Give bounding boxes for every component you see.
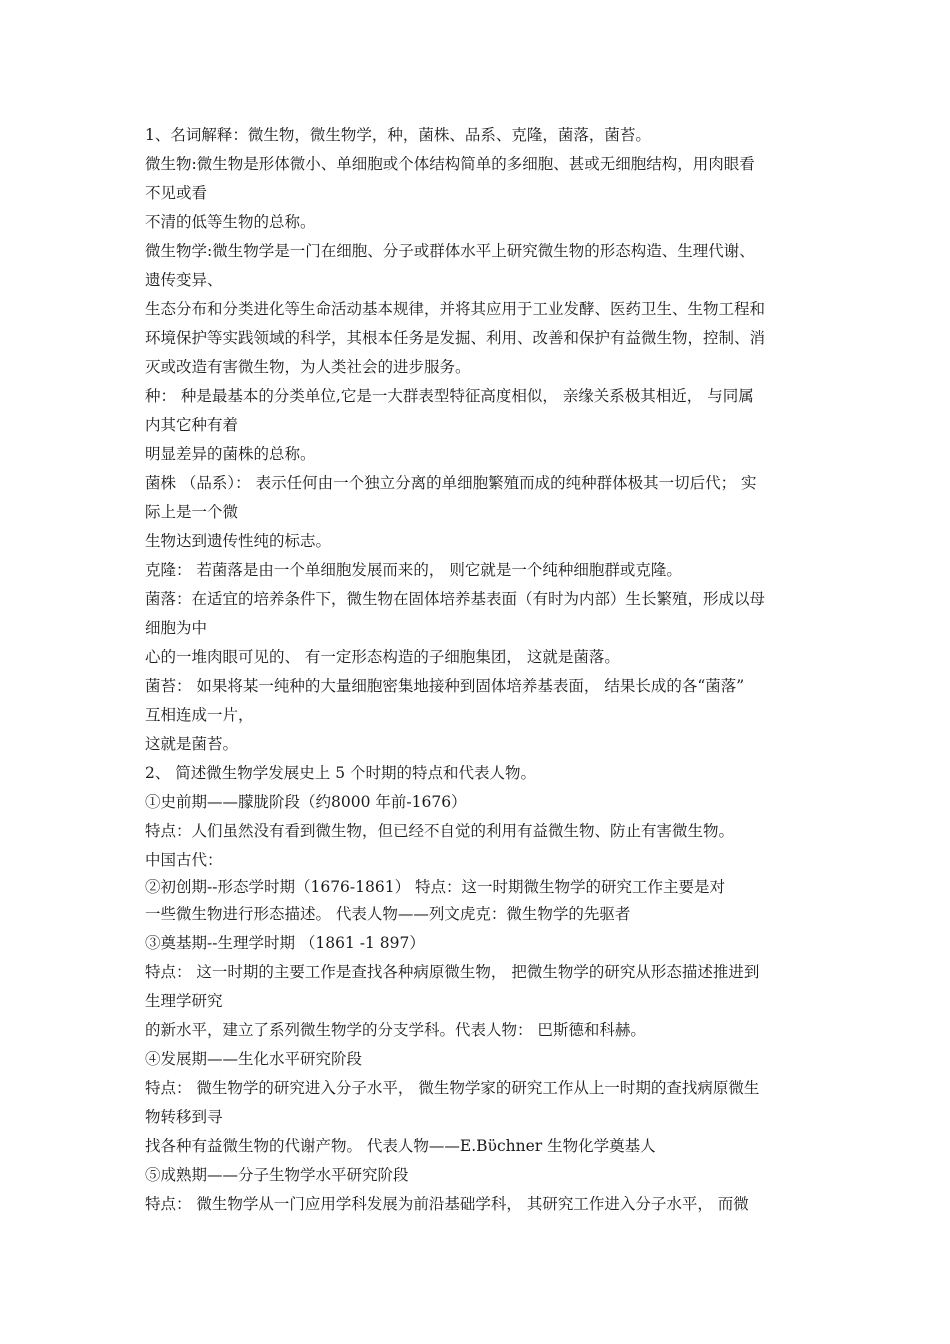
period-2-title: ②初创期--形态学时期（1676-1861） 特点：这一时期微生物学的研究工作主要是对 bbox=[145, 878, 726, 896]
definition-strain-cont: 际上是一个微 bbox=[145, 503, 239, 521]
document-body bbox=[145, 121, 820, 1219]
period-4-feature: 特点： 微生物学的研究进入分子水平， 微生物学家的研究工作从上一时期的查找病原微生 bbox=[145, 1079, 760, 1097]
period-5-title: ⑤成熟期——分子生物学水平研究阶段 bbox=[145, 1166, 409, 1184]
period-1-china: 中国古代： bbox=[145, 851, 223, 869]
definition-lawn-cont: 这就是菌苔。 bbox=[145, 735, 239, 753]
period-1-title: ①史前期——朦胧阶段（约8000 年前-1676） bbox=[145, 793, 467, 811]
period-4-feature-cont: 物转移到寻 bbox=[145, 1108, 223, 1126]
period-5-feature: 特点： 微生物学从一门应用学科发展为前沿基础学科， 其研究工作进入分子水平， 而微 bbox=[145, 1195, 749, 1213]
definition-microorganism: 微生物:微生物是形体微小、单细胞或个体结构简单的多细胞、甚或无细胞结构，用肉眼看 bbox=[145, 155, 755, 173]
period-2-feature: 一些微生物进行形态描述。 代表人物——列文虎克：微生物学的先驱者 bbox=[145, 905, 631, 923]
period-3-feature-cont: 的新水平，建立了系列微生物学的分支学科。代表人物： 巴斯德和科赫。 bbox=[145, 1021, 646, 1039]
definition-lawn-cont: 互相连成一片， bbox=[145, 706, 254, 724]
definition-microorganism-cont: 不清的低等生物的总称。 bbox=[145, 213, 316, 231]
definition-strain-cont: 生物达到遗传性纯的标志。 bbox=[145, 532, 332, 550]
definition-colony-cont: 心的一堆肉眼可见的、 有一定形态构造的子细胞集团， 这就是菌落。 bbox=[145, 648, 620, 666]
question-2-heading: 2、 简述微生物学发展史上 5 个时期的特点和代表人物。 bbox=[145, 764, 537, 782]
definition-species: 种： 种是最基本的分类单位,它是一大群表型特征高度相似， 亲缘关系极其相近， 与同属 bbox=[145, 387, 754, 405]
definition-colony: 菌落：在适宜的培养条件下，微生物在固体培养基表面（有时为内部）生长繁殖，形成以母 bbox=[145, 590, 766, 608]
definition-microbiology-cont: 环境保护等实践领域的科学，其根本任务是发掘、利用、改善和保护有益微生物，控制、消 bbox=[145, 329, 766, 347]
period-1-feature: 特点：人们虽然没有看到微生物，但已经不自觉的利用有益微生物、防止有害微生物。 bbox=[145, 822, 735, 840]
definition-strain: 菌株 （品系）： 表示任何由一个独立分离的单细胞繁殖而成的纯种群体极其一切后代； 实 bbox=[145, 474, 757, 492]
period-4-feature-cont: 找各种有益微生物的代谢产物。 代表人物——E.Bϋchner 生物化学奠基人 bbox=[145, 1137, 656, 1155]
definition-lawn: 菌苔： 如果将某一纯种的大量细胞密集地接种到固体培养基表面， 结果长成的各“菌落” bbox=[145, 677, 745, 695]
question-1-heading: 1、名词解释：微生物，微生物学，种，菌株、品系、克隆，菌落，菌苔。 bbox=[145, 126, 651, 144]
definition-microorganism-cont: 不见或看 bbox=[145, 184, 208, 202]
definition-species-cont: 内其它种有着 bbox=[145, 416, 239, 434]
definition-microbiology-cont: 灭或改造有害微生物，为人类社会的进步服务。 bbox=[145, 358, 471, 376]
period-3-feature: 特点： 这一时期的主要工作是查找各种病原微生物， 把微生物学的研究从形态描述推进到 bbox=[145, 963, 760, 981]
period-3-title: ③奠基期--生理学时期 （1861 -1 897） bbox=[145, 934, 425, 952]
definition-microbiology: 微生物学:微生物学是一门在细胞、分子或群体水平上研究微生物的形态构造、生理代谢、 bbox=[145, 242, 755, 260]
definition-microbiology-cont: 生态分布和分类进化等生命活动基本规律，并将其应用于工业发酵、医药卫生、生物工程和 bbox=[145, 300, 766, 318]
period-4-title: ④发展期——生化水平研究阶段 bbox=[145, 1050, 363, 1068]
definition-species-cont: 明显差异的菌株的总称。 bbox=[145, 445, 316, 463]
definition-colony-cont: 细胞为中 bbox=[145, 619, 208, 637]
definition-clone: 克隆： 若菌落是由一个单细胞发展而来的， 则它就是一个纯种细胞群或克隆。 bbox=[145, 561, 682, 579]
definition-microbiology-cont: 遗传变异、 bbox=[145, 271, 223, 289]
period-3-feature-cont: 生理学研究 bbox=[145, 992, 223, 1010]
